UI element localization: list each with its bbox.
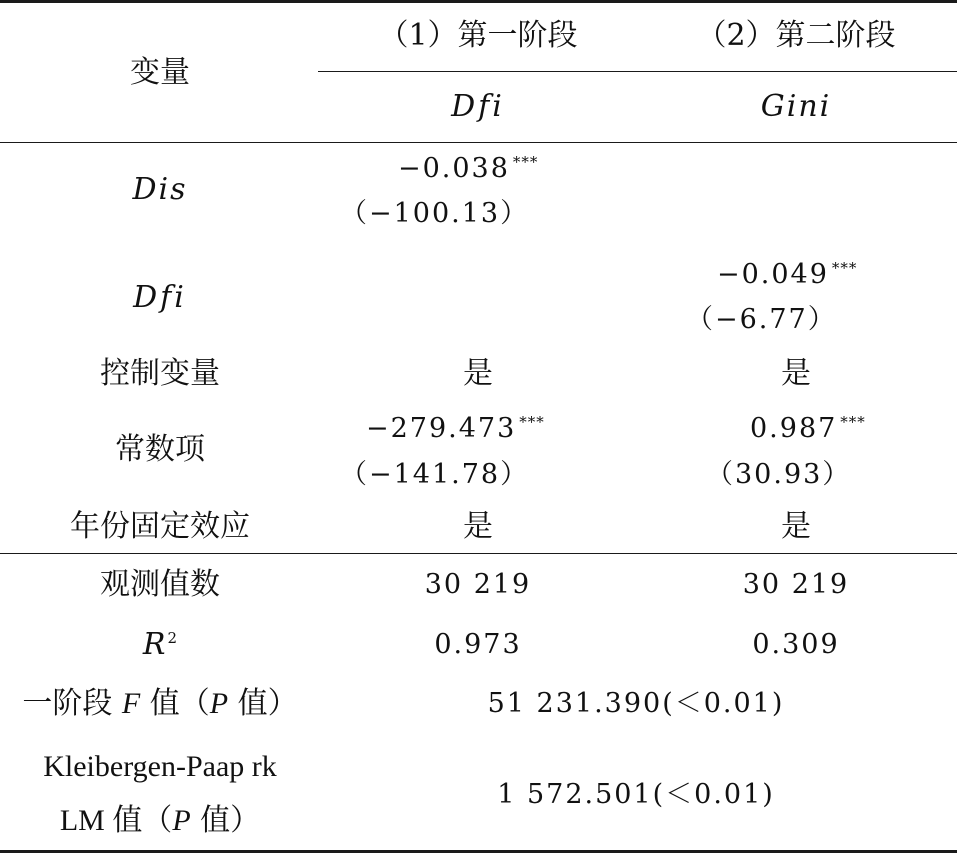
stats-divider-rule — [0, 553, 957, 554]
header-col2: （2）第二阶段 — [696, 18, 896, 53]
row-const-c2-coef — [750, 411, 866, 447]
row-dfi-c2-coef-value: −0.049 — [717, 259, 829, 290]
row-yearfe-c1: 是 — [463, 509, 493, 544]
stats-kp-label-p: P — [172, 804, 191, 837]
stats-r2-c2: 0.309 — [752, 629, 840, 660]
stats-r2-label-r: R — [142, 627, 166, 662]
header-col1: （1）第一阶段 — [378, 18, 578, 53]
row-controls-c2: 是 — [781, 356, 811, 391]
row-const-c2-coef-value: 0.987 — [750, 413, 838, 444]
stats-kp-label-b: 值） — [190, 803, 261, 838]
stats-firstf-label-p: P — [209, 687, 229, 720]
row-yearfe-label: 年份固定效应 — [70, 509, 250, 544]
stats-kp-label-a: LM 值（ — [59, 804, 173, 837]
stats-obs-label: 观测值数 — [100, 567, 220, 602]
row-dis-label: Dis — [132, 172, 188, 207]
stats-kp-label-line2 — [60, 803, 260, 839]
header-dep1: Dfi — [451, 89, 505, 124]
stats-obs-c1: 30 219 — [424, 569, 532, 600]
row-dfi-c2-coef — [717, 257, 857, 293]
row-const-label: 常数项 — [115, 432, 205, 467]
stats-kp-value: 1 572.501(＜0.01) — [497, 779, 775, 810]
bottom-rule — [0, 850, 957, 853]
row-const-c1-t: （−141.78） — [340, 459, 530, 490]
stats-r2-label — [143, 627, 177, 663]
row-const-c2-t: （30.93） — [706, 459, 852, 490]
stats-r2-label-sup: 2 — [167, 629, 178, 647]
header-variable: 变量 — [130, 55, 190, 90]
top-rule — [0, 0, 957, 3]
row-dis-c1-coef-value: −0.038 — [398, 153, 510, 184]
row-controls-label: 控制变量 — [100, 356, 220, 391]
stats-firstf-label-c: 值） — [228, 686, 298, 721]
row-yearfe-c2: 是 — [781, 509, 811, 544]
row-dis-c1-t: （−100.13） — [340, 198, 530, 229]
stats-kp-label-line1: Kleibergen-Paap rk — [43, 750, 277, 783]
stats-obs-c2: 30 219 — [742, 569, 850, 600]
row-dis-c1-coef — [398, 151, 538, 187]
row-const-c1-stars: *** — [519, 413, 545, 431]
header-bottom-rule — [0, 142, 957, 143]
row-const-c2-stars: *** — [840, 413, 866, 431]
row-controls-c1: 是 — [463, 356, 493, 391]
row-dis-c1-stars: *** — [512, 153, 539, 171]
row-dfi-c2-stars: *** — [831, 259, 858, 277]
stats-firstf-label-b: 值（ — [140, 686, 210, 721]
header-dep2: Gini — [760, 89, 832, 124]
stats-firstf-label-a: 一阶段 — [22, 686, 122, 721]
stats-firstf-label — [22, 686, 297, 722]
row-dfi-c2-t: （−6.77） — [686, 304, 837, 335]
stats-r2-c1: 0.973 — [434, 629, 522, 660]
row-const-c1-coef-value: −279.473 — [366, 413, 517, 444]
header-sub-rule — [318, 71, 957, 72]
stats-firstf-label-f: F — [121, 687, 141, 720]
row-const-c1-coef — [366, 411, 545, 447]
stats-firstf-value: 51 231.390(＜0.01) — [487, 688, 785, 719]
row-dfi-label: Dfi — [133, 280, 187, 315]
